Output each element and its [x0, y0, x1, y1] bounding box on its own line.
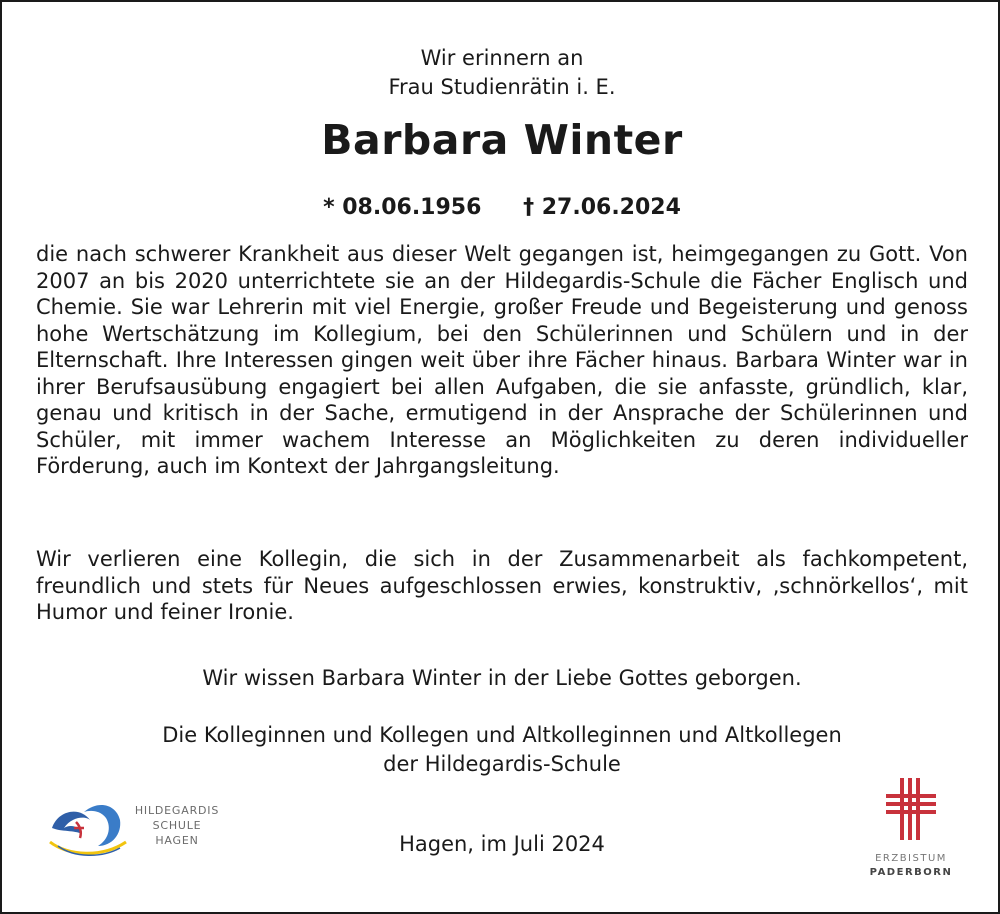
faith-line: Wir wissen Barbara Winter in der Liebe Gottes geborgen. [202, 666, 802, 690]
intro-line-1: Wir erinnern an [420, 46, 584, 70]
school-name-line-1: HILDEGARDIS [134, 804, 220, 817]
school-name-line-3: HAGEN [155, 834, 199, 847]
deceased-name: Barbara Winter [321, 116, 683, 164]
intro-line-2: Frau Studienrätin i. E. [388, 75, 616, 99]
school-name [127, 803, 227, 848]
body-paragraph-2: Wir verlieren eine Kollegin, die sich in der Zusammenarbeit als fachkompetent, freundlich und stets für Neues aufgeschlossen erwies, konstruktiv, ‚schnörkellos‘, mit Humor und feiner Ironie. [36, 547, 968, 624]
school-logo-icon [46, 798, 136, 862]
body-paragraph-1: die nach schwerer Krankheit aus dieser Welt gegangen ist, heimgegangen zu Gott. Von 2007 an bis 2020 unterrichtete sie an der Hildegardis-Schule die Fächer Englisch und Chemie. Sie war Lehrerin mit viel Energie, großer Freude und Begeisterung und genoss hohe Wertschätzung im Kollegium, bei den Schülerinnen und Schülern und in der Elternschaft. Ihre Interessen gingen weit über ihre Fächer hinaus. Barbara Winter war in ihrer Berufsausübung engagiert bei allen Aufgaben, die sie anfasste, gründlich, klar, genau und kritisch in der Sache, ermutigend in der Ansprache der Schülerinnen und Schüler, mit immer wachem Interesse an Möglichkeiten zu deren individueller Förderung, auch im Kontext der Jahrgangsleitung. [36, 242, 968, 478]
signature-line-1: Die Kolleginnen und Kollegen und Altkolleginnen und Altkollegen [162, 723, 842, 747]
signature-line-2: der Hildegardis-Schule [383, 752, 621, 776]
diocese-name [848, 852, 974, 880]
place-date: Hagen, im Juli 2024 [399, 832, 605, 856]
school-name-line-2: SCHULE [152, 819, 202, 832]
death-date: † 27.06.2024 [523, 195, 681, 220]
life-dates [2, 195, 1000, 220]
cross-icon [886, 778, 936, 840]
diocese-name-line-2: PADERBORN [869, 867, 953, 878]
birth-date: * 08.06.1956 [323, 195, 482, 220]
diocese-name-line-1: ERZBISTUM [875, 853, 947, 864]
